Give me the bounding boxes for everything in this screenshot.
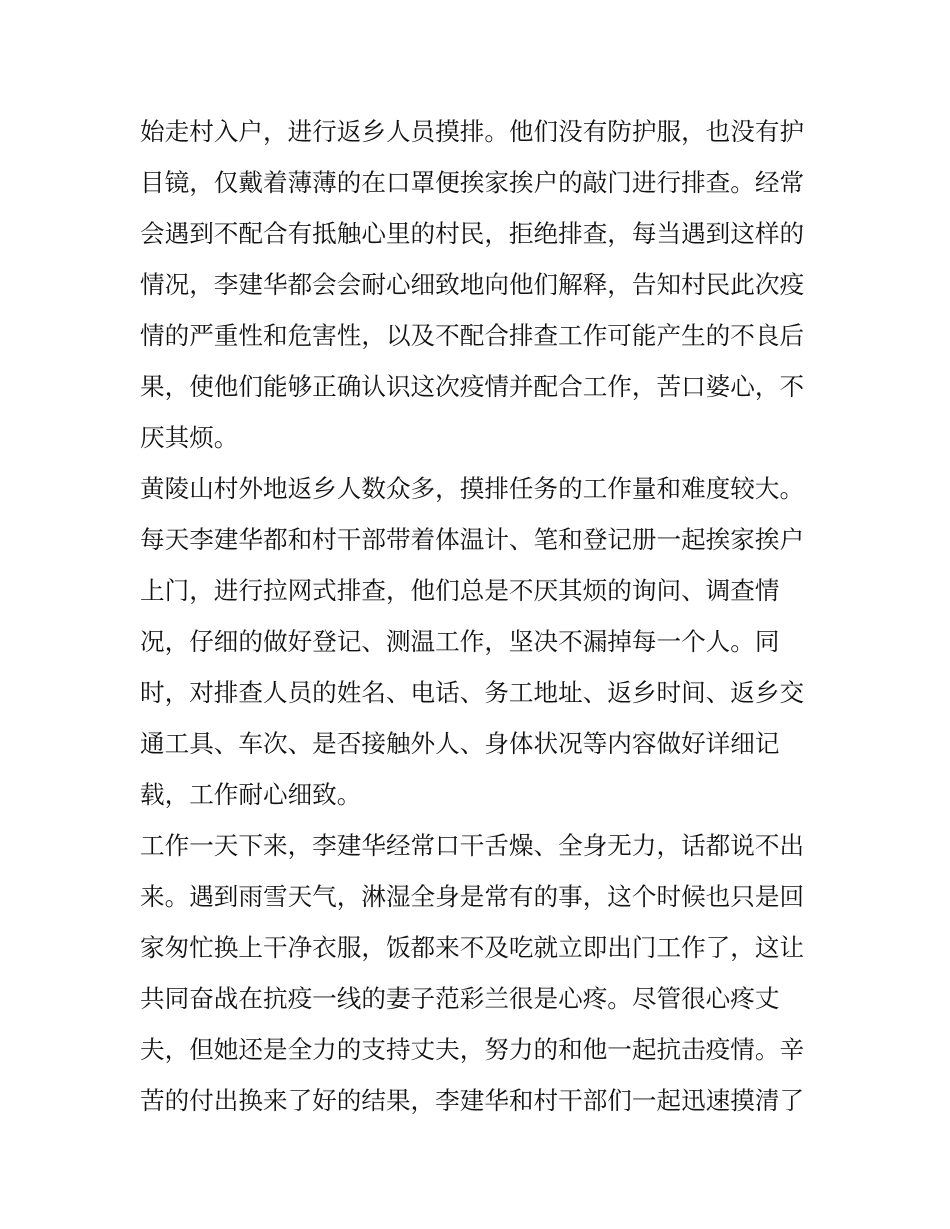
text-line: 时，对排查人员的姓名、电话、务工地址、返乡时间、返乡交 (140, 678, 805, 707)
text-line: 夫，但她还是全力的支持丈夫，努力的和他一起抗击疫情。辛 (140, 1035, 805, 1064)
text-line: 共同奋战在抗疫一线的妻子范彩兰很是心疼。尽管很心疼丈 (140, 984, 780, 1013)
text-line: 工作一天下来，李建华经常口干舌燥、全身无力，话都说不出 (140, 831, 805, 860)
text-line: 厌其烦。 (140, 423, 239, 452)
text-line: 果，使他们能够正确认识这次疫情并配合工作，苦口婆心，不 (140, 372, 805, 401)
text-line: 情的严重性和危害性，以及不配合排查工作可能产生的不良后 (140, 321, 805, 350)
text-line: 会遇到不配合有抵触心里的村民，拒绝排查，每当遇到这样的 (140, 219, 805, 248)
text-line: 始走村入户，进行返乡人员摸排。他们没有防护服，也没有护 (140, 117, 805, 146)
text-line: 家匆忙换上干净衣服，饭都来不及吃就立即出门工作了，这让 (140, 933, 805, 962)
text-line: 况，仔细的做好登记、测温工作，坚决不漏掉每一个人。同 (140, 627, 780, 656)
text-line: 载，工作耐心细致。 (140, 780, 362, 809)
body-text (140, 106, 820, 1126)
text-line: 每天李建华都和村干部带着体温计、笔和登记册一起挨家挨户 (140, 525, 805, 554)
text-line: 目镜，仅戴着薄薄的在口罩便挨家挨户的敲门进行排查。经常 (140, 168, 805, 197)
text-line: 情况，李建华都会会耐心细致地向他们解释，告知村民此次疫 (140, 270, 805, 299)
text-line: 上门，进行拉网式排查，他们总是不厌其烦的询问、调查情 (140, 576, 780, 605)
text-line: 通工具、车次、是否接触外人、身体状况等内容做好详细记 (140, 729, 780, 758)
text-line: 苦的付出换来了好的结果，李建华和村干部们一起迅速摸清了 (140, 1086, 805, 1115)
text-line: 黄陵山村外地返乡人数众多，摸排任务的工作量和难度较大。 (140, 474, 805, 503)
text-line: 来。遇到雨雪天气，淋湿全身是常有的事，这个时候也只是回 (140, 882, 805, 911)
